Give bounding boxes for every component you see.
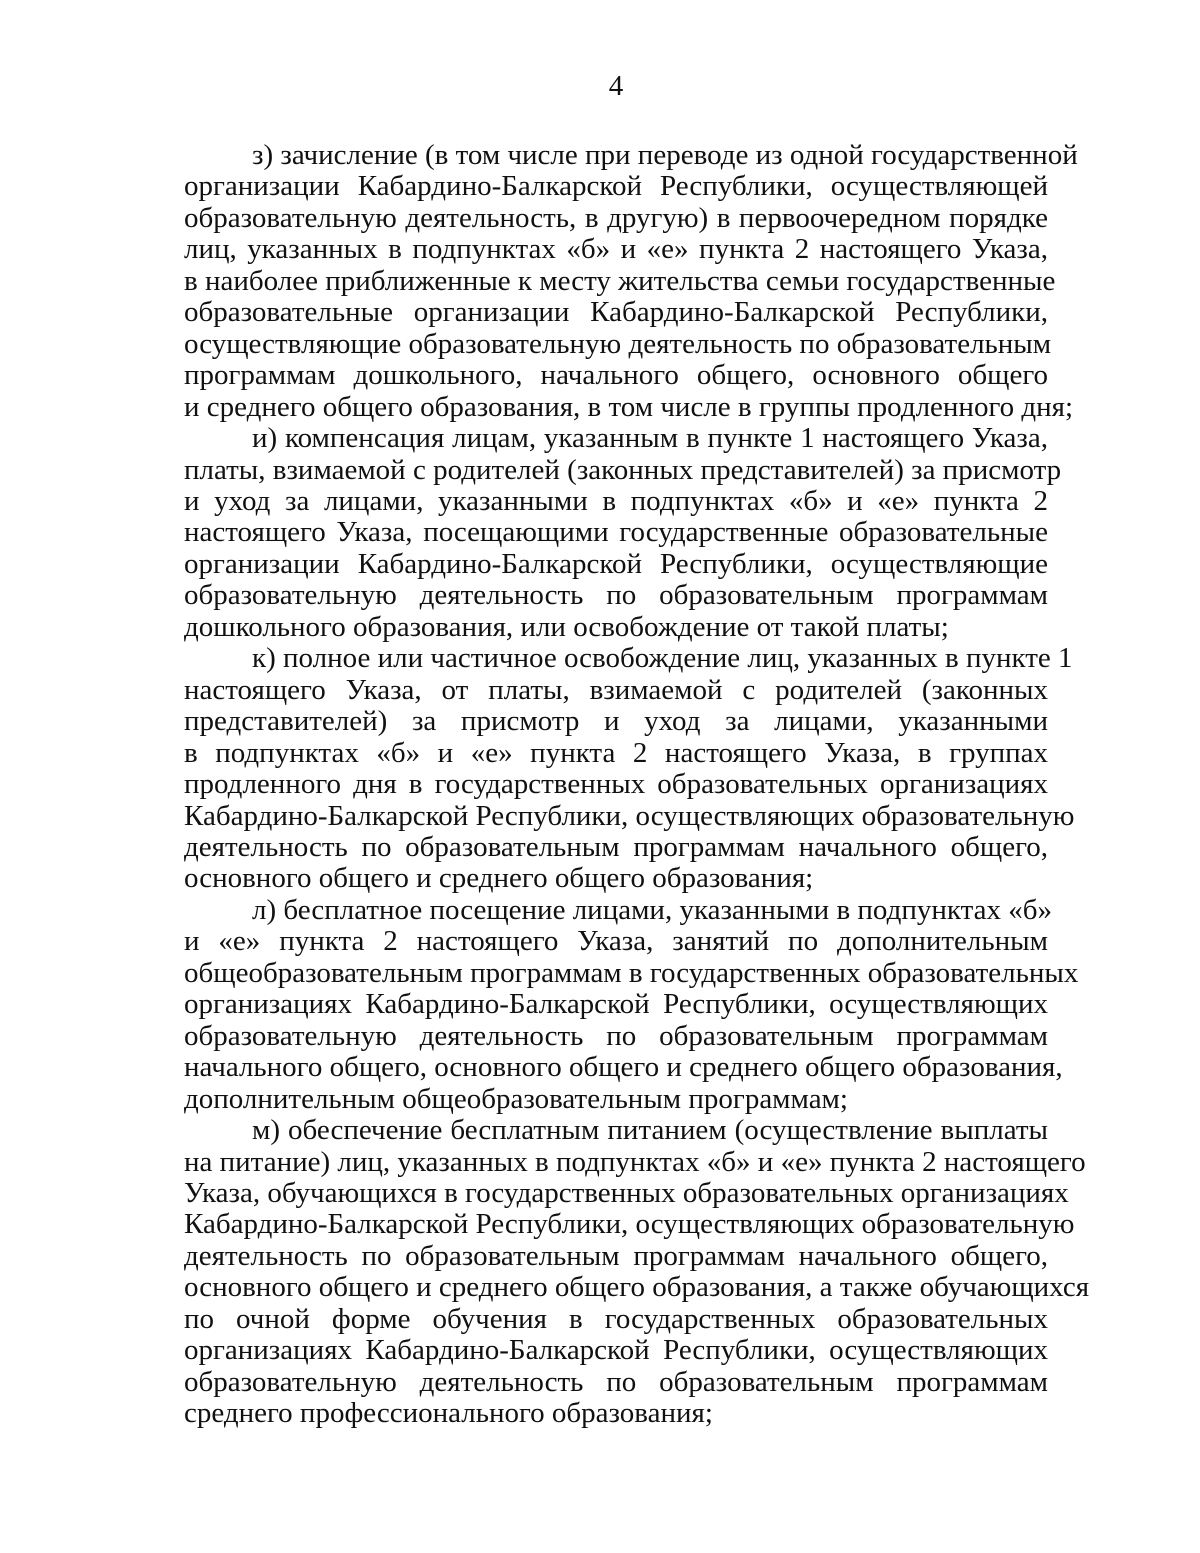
- text-line: деятельность по образовательным программам начального общего,: [184, 830, 1048, 863]
- text-line: образовательную деятельность по образовательным программам: [184, 1365, 1048, 1398]
- text-line: в наиболее приближенные к месту жительства семьи государственные: [184, 264, 1056, 297]
- paragraph: [184, 642, 1075, 895]
- text-line: общеобразовательным программам в государственных образовательных: [184, 956, 1079, 989]
- text-line: к) полное или частичное освобождение лиц, указанных в пункте 1: [252, 642, 1073, 675]
- text-line: среднего профессионального образования;: [184, 1397, 713, 1430]
- paragraph: [184, 422, 1062, 643]
- text-line: основного общего и среднего общего образования;: [184, 862, 814, 895]
- text-line: основного общего и среднего общего образования, а также обучающихся: [184, 1271, 1090, 1304]
- text-line: программам дошкольного, начального общего, основного общего: [184, 359, 1048, 392]
- text-line: осуществляющие образовательную деятельность по образовательным: [184, 327, 1052, 360]
- text-line: Кабардино-Балкарской Республики, осуществляющих образовательную: [184, 1208, 1075, 1241]
- text-line: платы, взимаемой с родителей (законных представителей) за присмотр: [184, 453, 1062, 486]
- text-line: организации Кабардино-Балкарской Республики, осуществляющие: [184, 547, 1048, 580]
- text-line: организации Кабардино-Балкарской Республики, осуществляющей: [184, 170, 1048, 203]
- text-line: организациях Кабардино-Балкарской Республики, осуществляющих: [184, 1334, 1048, 1367]
- text-line: Кабардино-Балкарской Республики, осуществляющих образовательную: [184, 799, 1075, 832]
- text-line: образовательную деятельность по образовательным программам: [184, 1019, 1048, 1052]
- paragraph: [184, 139, 1078, 423]
- text-line: настоящего Указа, посещающими государственные образовательные: [184, 516, 1048, 549]
- text-line: начального общего, основного общего и среднего общего образования,: [184, 1051, 1063, 1084]
- text-line: образовательную деятельность, в другую) в первоочередном порядке: [184, 201, 1048, 234]
- text-line: Указа, обучающихся в государственных образовательных организациях: [184, 1176, 1069, 1209]
- text-line: образовательную деятельность по образовательным программам: [184, 579, 1048, 612]
- text-line: м) обеспечение бесплатным питанием (осуществление выплаты: [252, 1114, 1048, 1147]
- text-line: на питание) лиц, указанных в подпунктах «б» и «е» пункта 2 настоящего: [184, 1145, 1086, 1178]
- text-line: представителей) за присмотр и уход за лицами, указанными: [184, 705, 1048, 738]
- text-line: дополнительным общеобразовательным программам;: [184, 1082, 848, 1115]
- document-body: [184, 139, 1090, 1430]
- text-line: деятельность по образовательным программам начального общего,: [184, 1239, 1048, 1272]
- text-line: организациях Кабардино-Балкарской Республики, осуществляющих: [184, 988, 1048, 1021]
- text-line: по очной форме обучения в государственных образовательных: [184, 1302, 1048, 1335]
- text-line: лиц, указанных в подпунктах «б» и «е» пункта 2 настоящего Указа,: [184, 233, 1048, 266]
- text-line: в подпунктах «б» и «е» пункта 2 настоящего Указа, в группах: [184, 736, 1048, 769]
- text-line: з) зачисление (в том числе при переводе из одной государственной: [252, 139, 1078, 171]
- text-line: образовательные организации Кабардино-Балкарской Республики,: [184, 296, 1048, 329]
- paragraph: [184, 1114, 1090, 1430]
- text-line: дошкольного образования, или освобождение от такой платы;: [184, 610, 949, 643]
- text-line: настоящего Указа, от платы, взимаемой с родителей (законных: [184, 673, 1048, 706]
- text-line: продленного дня в государственных образовательных организациях: [184, 768, 1048, 801]
- text-line: и) компенсация лицам, указанным в пункте 1 настоящего Указа,: [252, 422, 1048, 455]
- text-line: л) бесплатное посещение лицами, указанными в подпунктах «б»: [252, 893, 1052, 926]
- text-line: и среднего общего образования, в том числе в группы продленного дня;: [184, 390, 1074, 423]
- page-number: 4: [608, 70, 624, 102]
- paragraph: [184, 893, 1079, 1115]
- text-line: и уход за лицами, указанными в подпунктах «б» и «е» пункта 2: [184, 484, 1048, 517]
- text-line: и «е» пункта 2 настоящего Указа, занятий по дополнительным: [184, 925, 1048, 958]
